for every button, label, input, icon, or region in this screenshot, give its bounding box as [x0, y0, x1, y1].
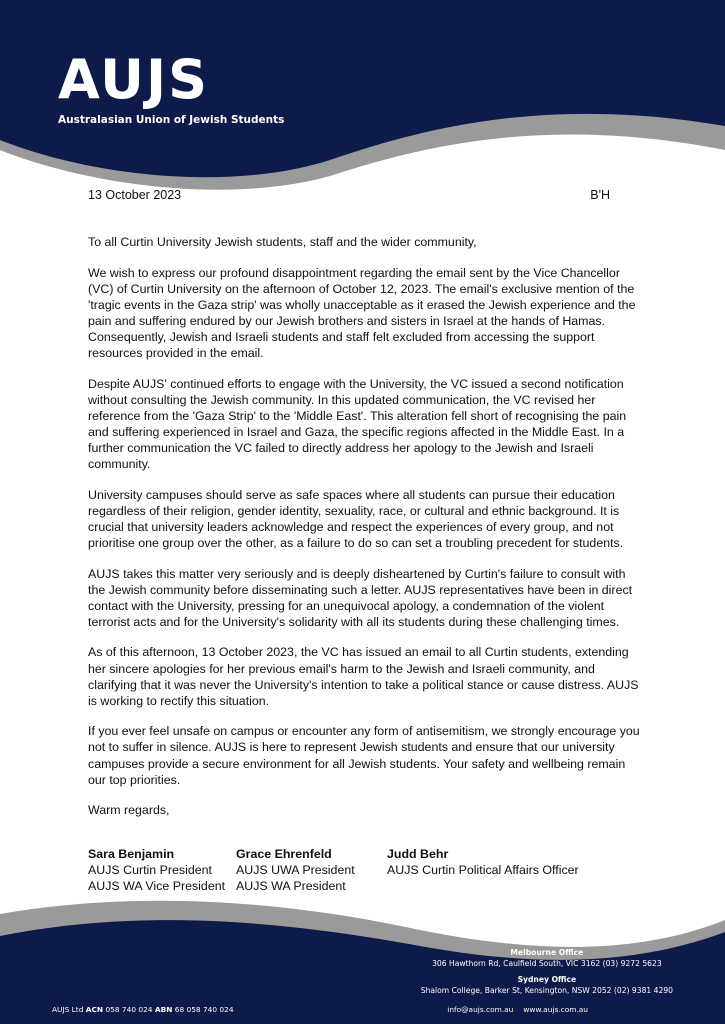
signatory-name: Judd Behr — [387, 847, 449, 861]
signatory — [387, 846, 579, 878]
acn-number: 058 740 024 — [105, 1005, 153, 1014]
signatory-title: AUJS UWA President — [236, 863, 355, 878]
letter-body — [88, 234, 643, 833]
email-link[interactable]: info@aujs.com.au — [447, 1005, 514, 1014]
signatory-title: AUJS WA President — [236, 879, 346, 894]
melbourne-office-address: 306 Hawthorn Rd, Caulfield South, VIC 3162 (03) 9272 5623 — [432, 959, 662, 968]
signatory-name: Sara Benjamin — [88, 847, 175, 861]
contact-links — [447, 1005, 588, 1014]
paragraph: As of this afternoon, 13 October 2023, the VC has issued an email to all Curtin students, extending her sincere apologies for her previous email's harm to the Jewish and Israeli community, and clarifying that it was never the University's intention to take a political stance or cause distress. AUJS is working to rectify this situation. — [88, 645, 639, 708]
sydney-office-title: Sydney Office — [517, 975, 577, 984]
letter-date: 13 October 2023 — [88, 188, 182, 202]
signatory-title: AUJS Curtin President — [88, 863, 212, 878]
abn-label: ABN — [154, 1005, 173, 1014]
salutation: To all Curtin University Jewish students, staff and the wider community, — [88, 235, 477, 249]
closing: Warm regards, — [88, 803, 170, 818]
paragraph: Despite AUJS' continued efforts to engage with the University, the VC issued a second notification without consulting the Jewish community. In this updated communication, the VC revised her reference from the 'Gaza Strip' to the 'Middle East'. This alteration fell short of recognising the pain and suffering experienced in Israel and Gaza, the specific regions affected in the Middle East. In a further communication the VC failed to directly address her apology to the Jewish and Israeli community. — [88, 376, 627, 472]
org-name: Australasian Union of Jewish Students — [58, 114, 285, 126]
signatory-title: AUJS Curtin Political Affairs Officer — [387, 863, 579, 878]
logo-wordmark: AUJS — [58, 48, 209, 111]
website-link[interactable]: www.aujs.com.au — [523, 1005, 588, 1014]
sydney-office-address: Shalom College, Barker St, Kensington, NSW 2052 (02) 9381 4290 — [420, 986, 673, 995]
company-registration — [52, 1005, 234, 1014]
paragraph: We wish to express our profound disappointment regarding the email sent by the Vice Chancellor (VC) of Curtin University on the afternoon of October 12, 2023. The email's exclusive mention of the 'tragic events in the Gaza strip' was wholly unacceptable as it erased the Jewish experience and the pain and suffering endured by our Jewish brothers and sisters in Israel at the hands of Hamas. Consequently, Jewish and Israeli students and staff felt excluded from accessing the support resources provided in the email. — [88, 265, 636, 361]
melbourne-office-title: Melbourne Office — [510, 948, 584, 957]
paragraph: University campuses should serve as safe spaces where all students can pursue their education regardless of their religion, gender identity, sexuality, race, or cultural and ethnic background. It is crucial that university leaders acknowledge and respect the experiences of every group, and not prioritise one group over the other, as a failure to do so can set a troubling precedent for students. — [88, 487, 624, 550]
paragraph: AUJS takes this matter very seriously and is deeply disheartened by Curtin's failure to consult with the Jewish community before disseminating such a letter. AUJS representatives have been in direct contact with the University, pressing for an unequivocal apology, a condemnation of the violent terrorist acts and for the University's solidarity with all its students during these challenging times. — [88, 566, 633, 629]
bh-mark: B'H — [590, 188, 610, 202]
company-name: AUJS Ltd — [52, 1005, 84, 1014]
signatory-name: Grace Ehrenfeld — [236, 847, 332, 861]
signatory-title: AUJS WA Vice President — [88, 879, 226, 894]
acn-label: ACN — [85, 1005, 104, 1014]
abn-number: 68 058 740 024 — [174, 1005, 234, 1014]
paragraph: If you ever feel unsafe on campus or encounter any form of antisemitism, we strongly encourage you not to suffer in silence. AUJS is here to represent Jewish students and ensure that our university campuses provide a secure environment for all Jewish students. Your safety and wellbeing remain our top priorities. — [88, 724, 640, 787]
office-addresses — [421, 947, 673, 996]
